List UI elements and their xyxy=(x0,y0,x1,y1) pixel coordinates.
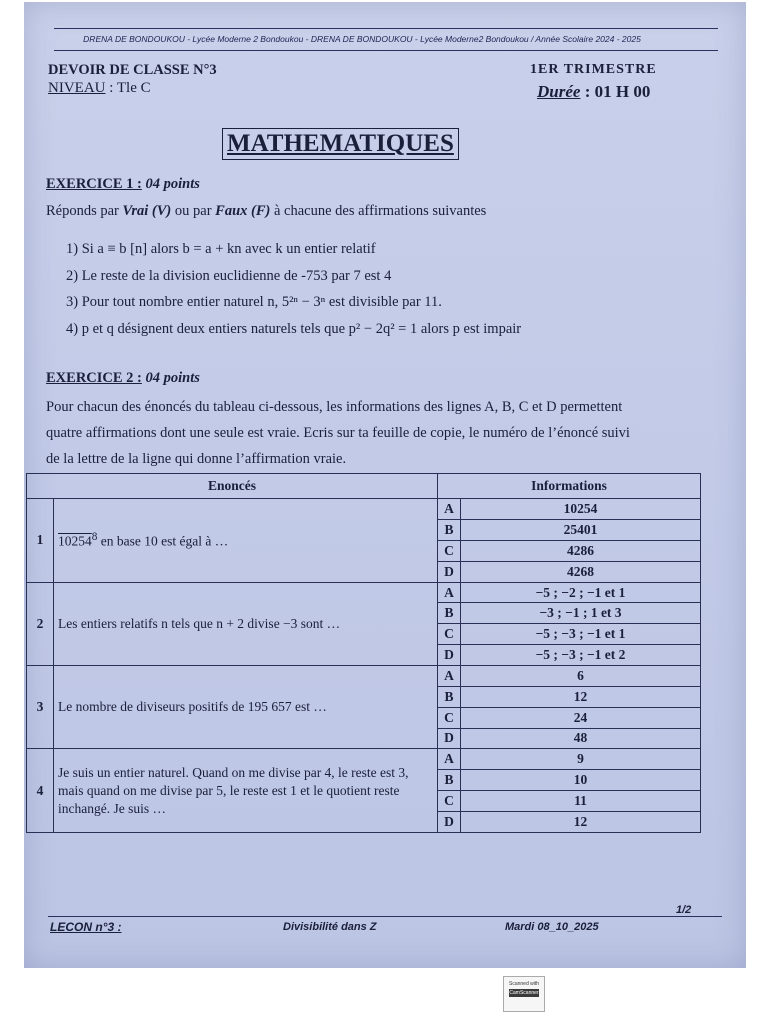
footer-rule xyxy=(48,916,722,917)
option-letter: D xyxy=(438,728,461,749)
col-enonces: Enoncés xyxy=(27,474,438,499)
option-letter: B xyxy=(438,520,461,541)
table-row xyxy=(27,499,701,520)
option-value: 12 xyxy=(461,811,701,832)
ex1-instr-faux: Faux (F) xyxy=(215,203,271,219)
ex2-points: 04 points xyxy=(145,370,200,386)
option-letter: B xyxy=(438,603,461,624)
option-value: 6 xyxy=(461,666,701,687)
table-row xyxy=(27,582,701,603)
ex1-instr-vrai: Vrai (V) xyxy=(122,203,172,219)
row-statement: Le nombre de diviseurs positifs de 195 657 est … xyxy=(54,666,438,749)
ex1-heading-label: EXERCICE 1 : xyxy=(46,176,142,192)
col-informations: Informations xyxy=(438,474,701,499)
option-letter: C xyxy=(438,540,461,561)
page-number: 1/2 xyxy=(676,904,692,916)
ex1-item-4: 4) p et q désignent deux entiers naturels tels que p² − 2q² = 1 alors p est impair xyxy=(66,321,522,337)
ex2-heading-label: EXERCICE 2 : xyxy=(46,370,142,386)
option-letter: A xyxy=(438,499,461,520)
duree-line xyxy=(537,82,650,102)
ex2-para-line-1: Pour chacun des énoncés du tableau ci-dessous, les informations des lignes A, B, C et D permettent xyxy=(46,399,623,415)
option-value: 25401 xyxy=(461,520,701,541)
option-letter: D xyxy=(438,645,461,666)
duree-value: : 01 H 00 xyxy=(580,82,651,101)
ex1-points: 04 points xyxy=(145,176,200,192)
niveau-line xyxy=(48,80,151,97)
ex2-para-line-3: de la lettre de la ligne qui donne l’affirmation vraie. xyxy=(46,451,347,467)
header-banner: DRENA DE BONDOUKOU - Lycée Moderne 2 Bondoukou - DRENA DE BONDOUKOU - Lycée Moderne2 Bondoukou / Année Scolaire 2024 - 2025 xyxy=(83,34,641,44)
devoir-title: DEVOIR DE CLASSE N°3 xyxy=(48,62,217,78)
row-number: 3 xyxy=(27,666,54,749)
option-value: 4286 xyxy=(461,540,701,561)
option-letter: D xyxy=(438,811,461,832)
niveau-value: : Tle C xyxy=(105,80,151,96)
niveau-label: NIVEAU xyxy=(48,80,106,96)
option-value: 48 xyxy=(461,728,701,749)
table-header-row xyxy=(27,474,701,499)
option-letter: B xyxy=(438,686,461,707)
table-row xyxy=(27,666,701,687)
lecon-theme: Divisibilité dans Z xyxy=(283,921,377,933)
option-letter: C xyxy=(438,791,461,812)
option-value: −3 ; −1 ; 1 et 3 xyxy=(461,603,701,624)
scanner-logo: CamScanner xyxy=(509,990,539,996)
header-rule-top xyxy=(54,28,718,29)
ex1-item-3: 3) Pour tout nombre entier naturel n, 5²ⁿ − 3ⁿ est divisible par 11. xyxy=(66,294,442,310)
duree-label: Durée xyxy=(537,82,581,101)
row-number: 1 xyxy=(27,499,54,582)
option-letter: A xyxy=(438,666,461,687)
ex1-heading xyxy=(46,176,200,193)
option-value: 12 xyxy=(461,686,701,707)
option-value: 10254 xyxy=(461,499,701,520)
ex1-item-1: 1) Si a ≡ b [n] alors b = a + kn avec k un entier relatif xyxy=(66,241,376,257)
ex2-heading xyxy=(46,370,200,387)
row-statement: Je suis un entier naturel. Quand on me divise par 4, le reste est 3, mais quand on me divise par 5, le reste est 1 et le quotient reste inchangé. Je suis … xyxy=(54,749,438,833)
scanner-line-1: Scanned with xyxy=(508,981,540,987)
option-value: 24 xyxy=(461,707,701,728)
ex1-instr-b: ou par xyxy=(171,203,216,219)
exam-date: Mardi 08_10_2025 xyxy=(505,921,599,933)
table-row xyxy=(27,749,701,770)
row-number: 2 xyxy=(27,582,54,665)
option-letter: B xyxy=(438,770,461,791)
option-letter: D xyxy=(438,561,461,582)
option-letter: C xyxy=(438,624,461,645)
trimestre-label: 1ER TRIMESTRE xyxy=(530,62,657,77)
row-statement-rest: en base 10 est égal à … xyxy=(97,533,229,549)
ex1-item-2: 2) Le reste de la division euclidienne de -753 par 7 est 4 xyxy=(66,268,392,284)
row-number: 4 xyxy=(27,749,54,833)
page-title: MATHEMATIQUES xyxy=(222,128,459,160)
option-value: 11 xyxy=(461,791,701,812)
ex1-instruction xyxy=(46,203,486,220)
option-value: −5 ; −2 ; −1 et 1 xyxy=(461,582,701,603)
ex1-instr-a: Réponds par xyxy=(46,203,123,219)
ex1-instr-c: à chacune des affirmations suivantes xyxy=(270,203,487,219)
base-superscript: 8 xyxy=(91,531,98,544)
option-value: −5 ; −3 ; −1 et 1 xyxy=(461,624,701,645)
option-value: 4268 xyxy=(461,561,701,582)
ex2-para-line-2: quatre affirmations dont une seule est vraie. Ecris sur ta feuille de copie, le numéro de l’énoncé suivi xyxy=(46,425,630,441)
option-value: 10 xyxy=(461,770,701,791)
row-statement: Les entiers relatifs n tels que n + 2 divise −3 sont … xyxy=(54,582,438,665)
option-letter: C xyxy=(438,707,461,728)
row-statement xyxy=(54,499,438,582)
overlined-number: 10254 xyxy=(58,533,92,549)
camscanner-badge xyxy=(503,976,545,1012)
qcm-table xyxy=(26,473,701,833)
lecon-label: LECON n°3 : xyxy=(50,920,122,934)
option-value: 9 xyxy=(461,749,701,770)
option-letter: A xyxy=(438,582,461,603)
option-value: −5 ; −3 ; −1 et 2 xyxy=(461,645,701,666)
header-rule-bottom xyxy=(54,50,718,51)
option-letter: A xyxy=(438,749,461,770)
